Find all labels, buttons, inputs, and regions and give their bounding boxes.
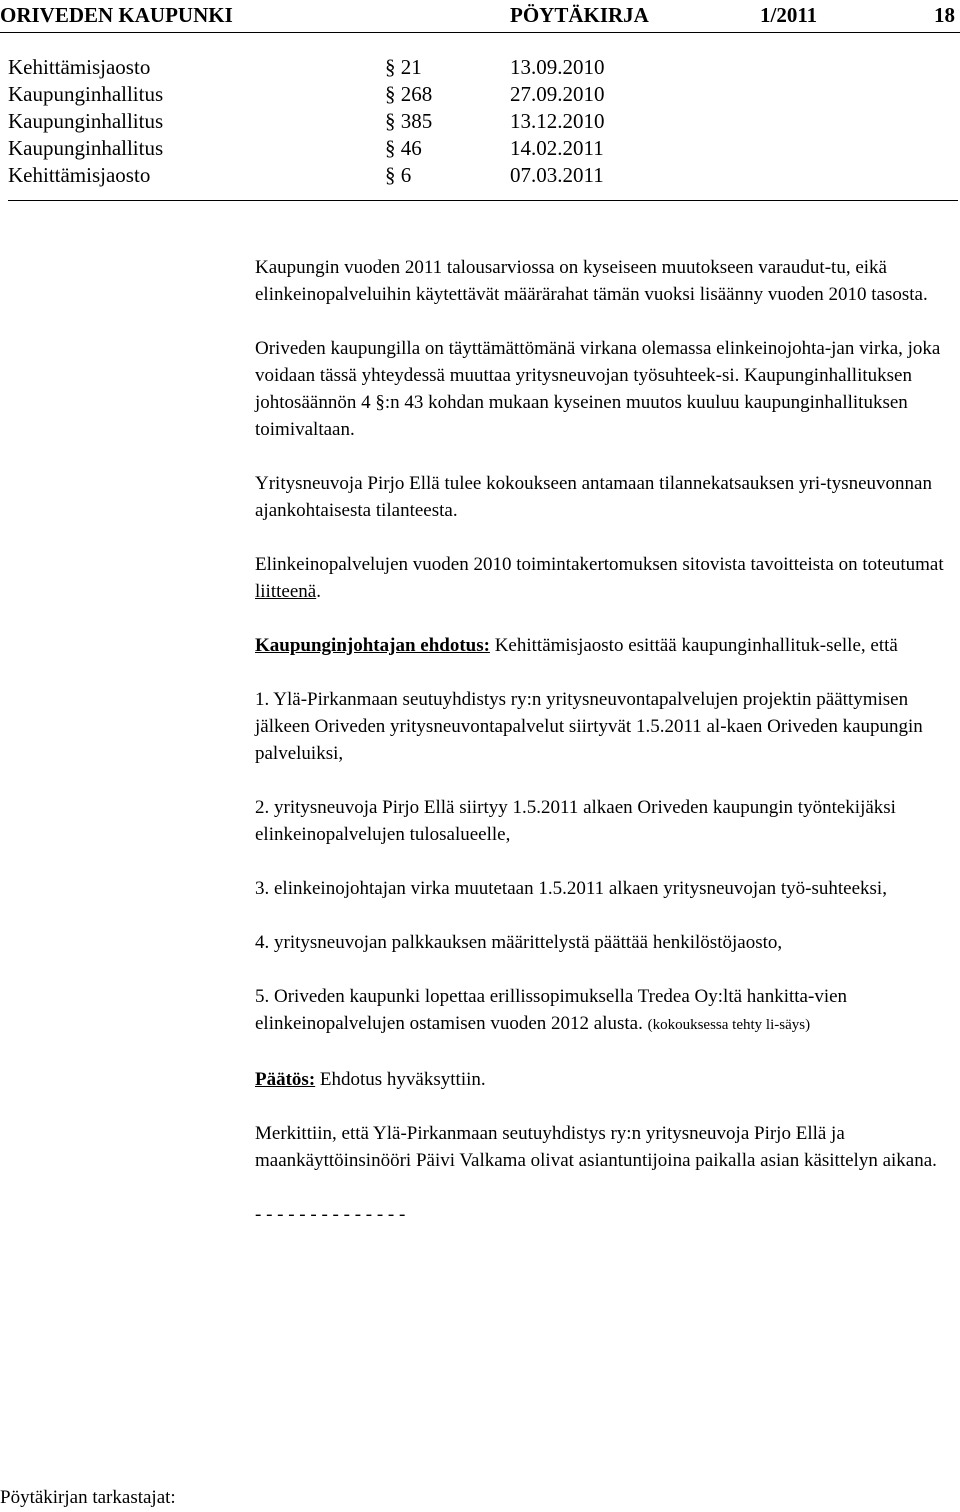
proposal-item-4: 4. yritysneuvojan palkkauksen määrittelystä päättää henkilöstöjaosto,: [255, 932, 783, 953]
history-body: Kaupunginhallitus: [8, 136, 164, 160]
org-name: ORIVEDEN KAUPUNKI: [0, 3, 233, 27]
paragraph-annual-report: [255, 551, 960, 605]
history-row: [8, 81, 958, 108]
proposal: [255, 632, 960, 659]
history-body: Kehittämisjaosto: [8, 163, 151, 187]
issue-number: 1/2011: [760, 3, 818, 27]
meeting-history: [8, 54, 958, 201]
history-section: § 6: [385, 163, 412, 187]
history-row: [8, 108, 958, 135]
proposal-item-2: 2. yritysneuvoja Pirjo Ellä siirtyy 1.5.2011 alkaen Oriveden kaupungin työntekijäksi elinkeinopalvelujen tulosalueelle,: [255, 797, 896, 845]
annual-report-text: Elinkeinopalvelujen vuoden 2010 toimintakertomuksen sitovista tavoitteista on toteutumat: [255, 554, 944, 575]
history-section: § 21: [385, 55, 422, 79]
history-date: 07.03.2011: [510, 163, 604, 187]
decision: [255, 1066, 960, 1093]
history-row: [8, 135, 958, 162]
paragraph-vacancy: Oriveden kaupungilla on täyttämättömänä virkana olemassa elinkeinojohta-jan virka, joka voidaan tässä yhteydessä muuttaa yritysneuvojan työsuhteek-si. Kaupunginhallituksen johtosäännön 4 §:n 43 kohdan mukaan kyseinen muutos kuuluu kaupunginhallituksen toimivaltaan.: [255, 338, 941, 440]
separator-line: - - - - - - - - - - - - - -: [255, 1204, 406, 1225]
history-date: 13.12.2010: [510, 109, 605, 133]
attachment-link[interactable]: liitteenä: [255, 581, 317, 602]
proposal-label: Kaupunginjohtajan ehdotus:: [255, 635, 490, 656]
decision-label: Päätös:: [255, 1069, 316, 1090]
history-section: § 268: [385, 82, 433, 106]
document-body: [255, 254, 960, 1255]
proposal-item-3: 3. elinkeinojohtajan virka muutetaan 1.5.2011 alkaen yritysneuvojan työ-suhteeksi,: [255, 878, 887, 899]
history-body: Kaupunginhallitus: [8, 82, 164, 106]
history-date: 27.09.2010: [510, 82, 605, 106]
document-header: [0, 0, 960, 33]
doc-type: PÖYTÄKIRJA: [510, 3, 649, 27]
item-5-text: 5. Oriveden kaupunki lopettaa erillissopimuksella Tredea Oy:ltä hankitta-vien elinkeinopalvelujen ostamisen vuoden 2012 alusta.: [255, 986, 848, 1034]
proposal-item-5: [255, 983, 960, 1039]
paragraph-experts-note: Merkittiin, että Ylä-Pirkanmaan seutuyhdistys ry:n yritysneuvoja Pirjo Ellä ja maankäyttöinsinööri Päivi Valkama olivat asiantuntijoina paikalla asian käsittelyn aikana.: [255, 1123, 937, 1171]
proposal-item-1: 1. Ylä-Pirkanmaan seutuyhdistys ry:n yritysneuvontapalvelujen projektin päättymisen jälkeen Oriveden yritysneuvontapalvelut siirtyvät 1.5.2011 al-kaen Oriveden kaupungin palveluiksi,: [255, 689, 923, 764]
history-date: 14.02.2011: [510, 136, 604, 160]
page-number: 18: [934, 3, 955, 27]
history-body: Kehittämisjaosto: [8, 55, 151, 79]
proposal-text: Kehittämisjaosto esittää kaupunginhallituk-selle, että: [489, 635, 898, 656]
history-body: Kaupunginhallitus: [8, 109, 164, 133]
reviewers-label: Pöytäkirjan tarkastajat:: [0, 1487, 176, 1508]
history-row: [8, 162, 958, 189]
paragraph-budget: Kaupungin vuoden 2011 talousarviossa on kyseiseen muutokseen varaudut-tu, eikä elinkeinopalveluihin käytettävät määrärahat tämän vuoksi lisäänny vuoden 2010 tasosta.: [255, 257, 928, 305]
paragraph-status-report: Yritysneuvoja Pirjo Ellä tulee kokoukseen antamaan tilannekatsauksen yri-tysneuvonnan ajankohtaisesta tilanteesta.: [255, 473, 932, 521]
decision-text: Ehdotus hyväksyttiin.: [315, 1069, 486, 1090]
history-section: § 385: [385, 109, 433, 133]
item-5-note: (kokouksessa tehty li-säys): [647, 1017, 811, 1033]
history-date: 13.09.2010: [510, 55, 605, 79]
history-section: § 46: [385, 136, 422, 160]
annual-report-end: .: [316, 581, 321, 602]
history-row: [8, 54, 958, 81]
